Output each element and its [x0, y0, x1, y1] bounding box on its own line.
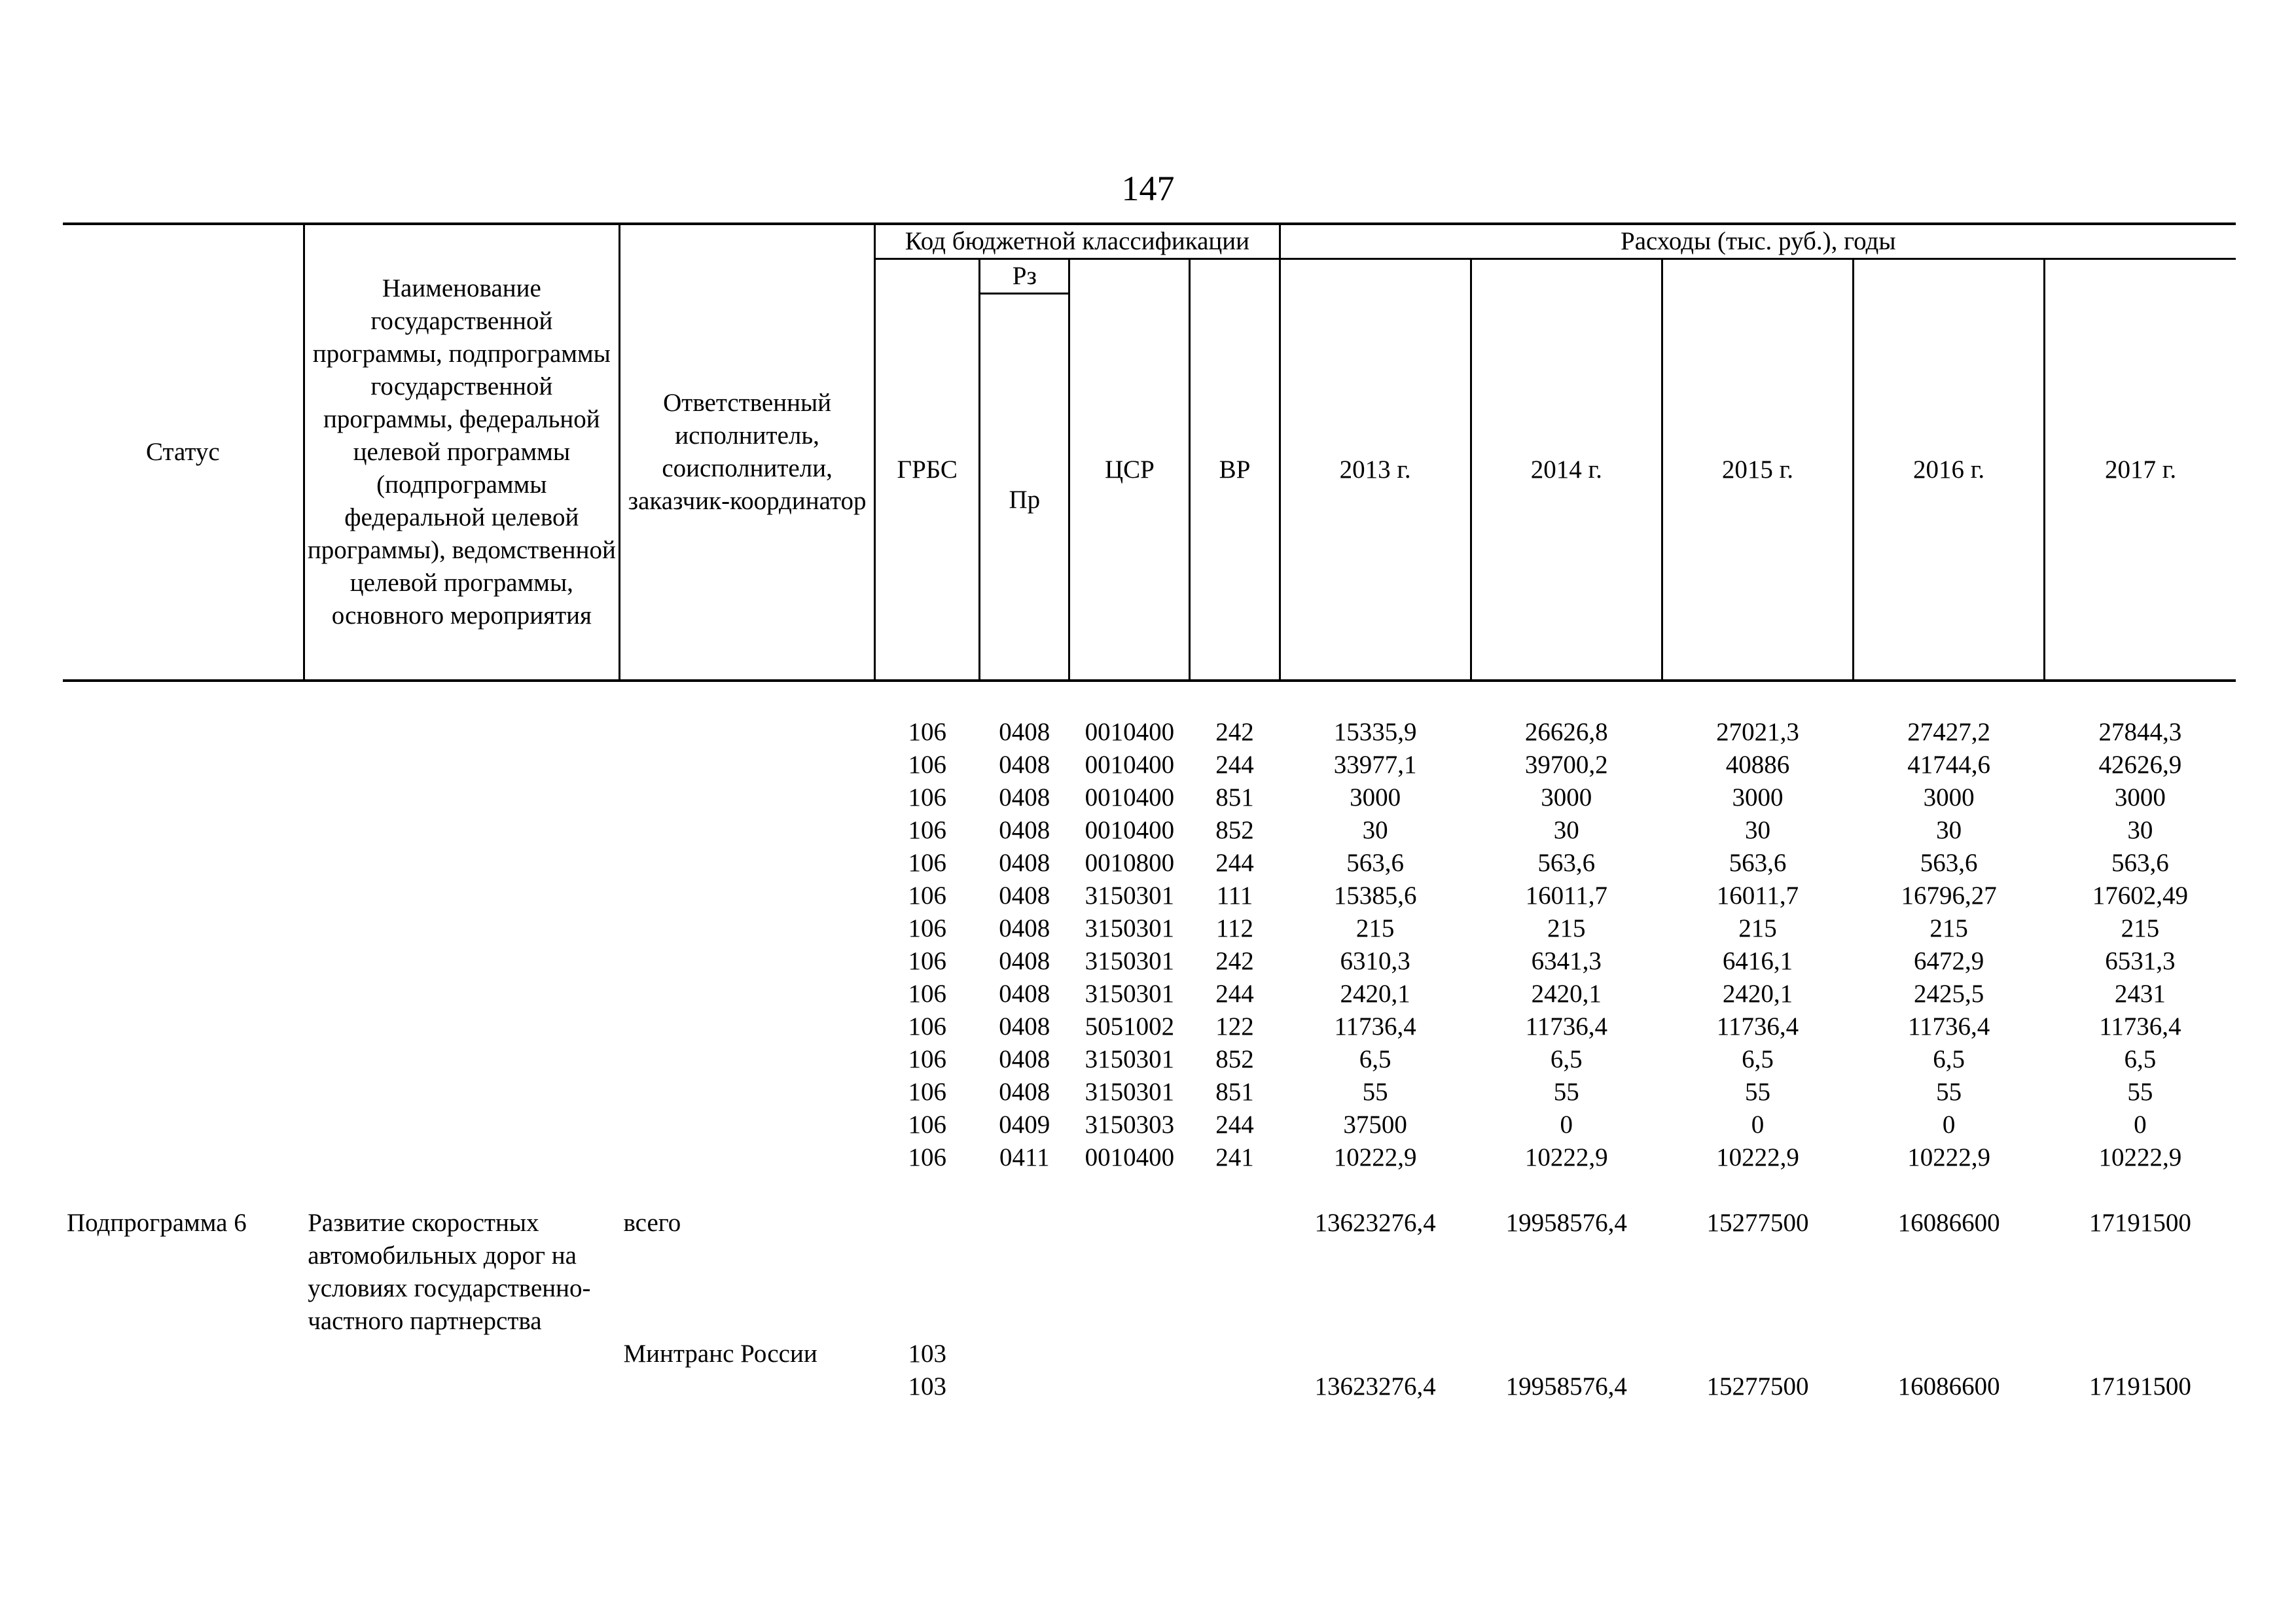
vr-cell: 242 — [1215, 947, 1254, 975]
table-header — [63, 224, 2236, 681]
grbs-cell: 106 — [908, 882, 946, 910]
header-grbs: ГРБС — [875, 259, 980, 681]
status-cell — [63, 1043, 304, 1076]
year-value-cell: 2425,5 — [1913, 980, 1984, 1008]
rzpr-cell: 0411 — [999, 1143, 1050, 1171]
year-value-cell: 16011,7 — [1716, 882, 1799, 910]
year-value-cell: 563,6 — [2111, 849, 2169, 877]
name-cell — [304, 1370, 619, 1403]
year-value-cell: 563,6 — [1920, 849, 1978, 877]
responsible-cell — [619, 880, 874, 912]
csr-cell: 0010400 — [1085, 718, 1175, 746]
rzpr-cell: 0408 — [999, 718, 1050, 746]
year-value-cell: 16011,7 — [1525, 882, 1607, 910]
year-value-cell: 215 — [1547, 914, 1586, 942]
table-row — [63, 781, 2236, 814]
subprogram-total-value: 16086600 — [1897, 1209, 2000, 1237]
rzpr-cell: 0408 — [999, 980, 1050, 1008]
csr-cell: 3150303 — [1085, 1111, 1175, 1139]
vr-cell: 244 — [1215, 751, 1254, 779]
csr-cell: 3150301 — [1085, 947, 1175, 975]
year-value-cell: 6472,9 — [1913, 947, 1984, 975]
grbs-cell: 106 — [908, 914, 946, 942]
name-cell — [304, 945, 619, 978]
status-cell — [63, 847, 304, 880]
year-value-cell: 10222,9 — [1524, 1143, 1608, 1171]
year-value-cell: 563,6 — [1537, 849, 1596, 877]
vr-cell: 244 — [1215, 849, 1254, 877]
csr-cell: 3150301 — [1085, 882, 1175, 910]
rzpr-cell: 0408 — [999, 882, 1050, 910]
status-cell — [63, 814, 304, 847]
year-value-cell: 17602,49 — [2092, 882, 2188, 910]
year-value-cell: 2431 — [2114, 980, 2166, 1008]
table-row — [63, 847, 2236, 880]
responsible-cell — [619, 1370, 874, 1403]
year-value-cell: 39700,2 — [1524, 751, 1608, 779]
vr-cell: 851 — [1215, 1078, 1254, 1106]
table-row — [63, 978, 2236, 1010]
year-value-cell: 42626,9 — [2098, 751, 2182, 779]
responsible-cell — [619, 1109, 874, 1141]
empty-code-cell — [1190, 1207, 1280, 1338]
table-row — [63, 1010, 2236, 1043]
year-value-cell: 215 — [1738, 914, 1777, 942]
responsible-cell — [619, 912, 874, 945]
header-name: Наименование государственной программы, подпрограммы государственной программы, федеральной целевой программы (подпрограммы федеральной целевой программы), ведомственной целевой программы, основного мероприятия — [304, 224, 619, 681]
year-value-cell: 11736,4 — [1525, 1012, 1607, 1041]
csr-cell: 3150301 — [1085, 1078, 1175, 1106]
table-row — [63, 1043, 2236, 1076]
empty-cell — [1471, 1338, 1662, 1370]
csr-cell: 0010400 — [1085, 1143, 1175, 1171]
year-value-cell: 0 — [1942, 1111, 1956, 1139]
header-vr: ВР — [1190, 259, 1280, 681]
empty-code-cell — [1190, 1370, 1280, 1403]
subprogram-total-value: 13623276,4 — [1314, 1209, 1436, 1237]
rzpr-cell: 0409 — [999, 1111, 1050, 1139]
header-status: Статус — [63, 224, 304, 681]
year-value-cell: 3000 — [1923, 783, 1975, 812]
year-value-cell: 55 — [1936, 1078, 1962, 1106]
rzpr-cell: 0408 — [999, 1012, 1050, 1041]
year-value-cell: 10222,9 — [2098, 1143, 2182, 1171]
subprogram-status: Подпрограмма 6 — [67, 1209, 247, 1237]
table-row — [63, 1141, 2236, 1174]
rzpr-cell: 0408 — [999, 1045, 1050, 1073]
csr-cell: 0010400 — [1085, 816, 1175, 844]
page-number: 147 — [1121, 169, 1175, 208]
table-row — [63, 880, 2236, 912]
name-cell — [304, 814, 619, 847]
header-csr: ЦСР — [1069, 259, 1190, 681]
header-rz: Рз — [980, 259, 1069, 294]
vr-cell: 244 — [1215, 1111, 1254, 1139]
empty-cell — [980, 1338, 1069, 1370]
year-value-cell: 215 — [1929, 914, 1968, 942]
table-row — [63, 1076, 2236, 1109]
rzpr-cell: 0408 — [999, 1078, 1050, 1106]
header-year-2015: 2015 г. — [1662, 259, 1853, 681]
year-value-cell: 37500 — [1343, 1111, 1407, 1139]
year-value-cell: 16086600 — [1897, 1372, 2000, 1400]
year-value-cell: 27021,3 — [1716, 718, 1799, 746]
year-value-cell: 6,5 — [1742, 1045, 1774, 1073]
year-value-cell: 11736,4 — [1334, 1012, 1416, 1041]
year-value-cell: 11736,4 — [1907, 1012, 1990, 1041]
status-cell — [63, 978, 304, 1010]
empty-code-cell — [1069, 1207, 1190, 1338]
year-value-cell: 6,5 — [1933, 1045, 1965, 1073]
csr-cell: 0010400 — [1085, 783, 1175, 812]
responsible-cell — [619, 749, 874, 781]
grbs-cell: 103 — [908, 1372, 946, 1400]
name-cell — [304, 716, 619, 749]
header-budget-code: Код бюджетной классификации — [875, 224, 1280, 259]
grbs-cell: 106 — [908, 718, 946, 746]
empty-cell — [2045, 1338, 2236, 1370]
rzpr-cell: 0408 — [999, 783, 1050, 812]
name-cell — [304, 1076, 619, 1109]
responsible-cell — [619, 1043, 874, 1076]
grbs-cell: 106 — [908, 1111, 946, 1139]
grbs-cell: 106 — [908, 751, 946, 779]
subprogram-total-label: всего — [623, 1209, 681, 1237]
year-value-cell: 11736,4 — [1716, 1012, 1799, 1041]
empty-code-cell — [980, 1207, 1069, 1338]
year-value-cell: 11736,4 — [2099, 1012, 2181, 1041]
header-year-2014: 2014 г. — [1471, 259, 1662, 681]
year-value-cell: 0 — [1751, 1111, 1765, 1139]
status-cell — [63, 1370, 304, 1403]
empty-cell — [1190, 1338, 1280, 1370]
year-value-cell: 0 — [1560, 1111, 1573, 1139]
year-value-cell: 41744,6 — [1907, 751, 1990, 779]
year-value-cell: 30 — [2127, 816, 2153, 844]
vr-cell: 111 — [1216, 882, 1253, 910]
year-value-cell: 27427,2 — [1907, 718, 1990, 746]
year-value-cell: 19958576,4 — [1505, 1372, 1627, 1400]
year-value-cell: 6531,3 — [2105, 947, 2176, 975]
grbs-cell: 106 — [908, 1143, 946, 1171]
csr-cell: 0010400 — [1085, 751, 1175, 779]
table-body — [63, 681, 2236, 1403]
rzpr-cell: 0408 — [999, 849, 1050, 877]
year-value-cell: 3000 — [1732, 783, 1784, 812]
vr-cell: 851 — [1215, 783, 1254, 812]
year-value-cell: 3000 — [1541, 783, 1592, 812]
grbs-cell: 106 — [908, 1045, 946, 1073]
year-value-cell: 215 — [1355, 914, 1395, 942]
name-cell — [304, 1043, 619, 1076]
year-value-cell: 6,5 — [2124, 1045, 2157, 1073]
year-value-cell: 13623276,4 — [1314, 1372, 1436, 1400]
ministry-name: Минтранс России — [623, 1340, 817, 1368]
csr-cell: 3150301 — [1085, 1045, 1175, 1073]
header-responsible: Ответственный исполнитель, соисполнители, заказчик-координатор — [619, 224, 874, 681]
responsible-cell — [619, 1141, 874, 1174]
vr-cell: 852 — [1215, 816, 1254, 844]
status-cell — [63, 1076, 304, 1109]
responsible-cell — [619, 1010, 874, 1043]
name-cell — [304, 1338, 619, 1370]
subprogram-name: Развитие скоростных автомобильных дорог на условиях государственно-частного партнерства — [308, 1209, 591, 1335]
year-value-cell: 30 — [1744, 816, 1770, 844]
header-pr: Пр — [980, 294, 1069, 681]
rzpr-cell: 0408 — [999, 914, 1050, 942]
year-value-cell: 563,6 — [1346, 849, 1405, 877]
name-cell — [304, 1141, 619, 1174]
year-value-cell: 6341,3 — [1531, 947, 1602, 975]
year-value-cell: 30 — [1553, 816, 1579, 844]
year-value-cell: 27844,3 — [2098, 718, 2182, 746]
responsible-cell — [619, 978, 874, 1010]
year-value-cell: 15385,6 — [1333, 882, 1417, 910]
status-cell — [63, 880, 304, 912]
csr-cell: 3150301 — [1085, 980, 1175, 1008]
year-value-cell: 563,6 — [1729, 849, 1787, 877]
year-value-cell: 16796,27 — [1901, 882, 1997, 910]
budget-table — [63, 223, 2236, 1403]
csr-cell: 3150301 — [1085, 914, 1175, 942]
ministry-row — [63, 1338, 2236, 1370]
header-year-2013: 2013 г. — [1280, 259, 1471, 681]
status-cell — [63, 716, 304, 749]
year-value-cell: 3000 — [2114, 783, 2166, 812]
header-year-2017: 2017 г. — [2045, 259, 2236, 681]
vr-cell: 242 — [1215, 718, 1254, 746]
status-cell — [63, 1010, 304, 1043]
year-value-cell: 30 — [1362, 816, 1388, 844]
year-value-cell: 55 — [1553, 1078, 1579, 1106]
year-value-cell: 3000 — [1350, 783, 1401, 812]
name-cell — [304, 781, 619, 814]
csr-cell: 0010800 — [1085, 849, 1175, 877]
rzpr-cell: 0408 — [999, 751, 1050, 779]
responsible-cell — [619, 781, 874, 814]
status-cell — [63, 1141, 304, 1174]
name-cell — [304, 749, 619, 781]
year-value-cell: 55 — [1362, 1078, 1388, 1106]
vr-cell: 244 — [1215, 980, 1254, 1008]
subprogram-total-row — [63, 1207, 2236, 1338]
year-value-cell: 6,5 — [1550, 1045, 1583, 1073]
name-cell — [304, 912, 619, 945]
year-value-cell: 55 — [1744, 1078, 1770, 1106]
year-value-cell: 26626,8 — [1524, 718, 1608, 746]
table-row — [63, 912, 2236, 945]
empty-cell — [1854, 1338, 2045, 1370]
status-cell — [63, 1338, 304, 1370]
grbs-cell: 106 — [908, 1012, 946, 1041]
table-row — [63, 716, 2236, 749]
year-value-cell: 33977,1 — [1333, 751, 1417, 779]
rzpr-cell: 0408 — [999, 947, 1050, 975]
subprogram-total-value: 15277500 — [1706, 1209, 1809, 1237]
year-value-cell: 40886 — [1725, 751, 1790, 779]
subprogram-total-value: 19958576,4 — [1505, 1209, 1627, 1237]
grbs-cell: 106 — [908, 980, 946, 1008]
year-value-cell: 2420,1 — [1722, 980, 1793, 1008]
table-row — [63, 1370, 2236, 1403]
year-value-cell: 55 — [2127, 1078, 2153, 1106]
name-cell — [304, 1010, 619, 1043]
year-value-cell: 10222,9 — [1333, 1143, 1417, 1171]
empty-cell — [1069, 1338, 1190, 1370]
subprogram-total-value: 17191500 — [2089, 1209, 2191, 1237]
year-value-cell: 2420,1 — [1340, 980, 1410, 1008]
grbs-cell: 106 — [908, 783, 946, 812]
status-cell — [63, 945, 304, 978]
responsible-cell — [619, 1076, 874, 1109]
name-cell — [304, 1109, 619, 1141]
table-row — [63, 814, 2236, 847]
table-row — [63, 749, 2236, 781]
year-value-cell: 0 — [2134, 1111, 2147, 1139]
year-value-cell: 2420,1 — [1531, 980, 1602, 1008]
year-value-cell: 10222,9 — [1716, 1143, 1799, 1171]
grbs-cell: 106 — [908, 849, 946, 877]
table-row — [63, 945, 2236, 978]
responsible-cell — [619, 814, 874, 847]
grbs-cell: 106 — [908, 947, 946, 975]
empty-cell — [1280, 1338, 1471, 1370]
year-value-cell: 15335,9 — [1333, 718, 1417, 746]
vr-cell: 852 — [1215, 1045, 1254, 1073]
responsible-cell — [619, 945, 874, 978]
empty-code-cell — [875, 1207, 980, 1338]
header-expenses: Расходы (тыс. руб.), годы — [1280, 224, 2236, 259]
grbs-cell: 106 — [908, 816, 946, 844]
empty-code-cell — [980, 1370, 1069, 1403]
year-value-cell: 10222,9 — [1907, 1143, 1990, 1171]
vr-cell: 241 — [1215, 1143, 1254, 1171]
year-value-cell: 6,5 — [1359, 1045, 1391, 1073]
table-row — [63, 1109, 2236, 1141]
status-cell — [63, 781, 304, 814]
grbs-cell: 106 — [908, 1078, 946, 1106]
vr-cell: 122 — [1215, 1012, 1254, 1041]
responsible-cell — [619, 847, 874, 880]
year-value-cell: 6310,3 — [1340, 947, 1410, 975]
name-cell — [304, 880, 619, 912]
header-year-2016: 2016 г. — [1854, 259, 2045, 681]
year-value-cell: 17191500 — [2089, 1372, 2191, 1400]
name-cell — [304, 978, 619, 1010]
year-value-cell: 15277500 — [1706, 1372, 1809, 1400]
csr-cell: 5051002 — [1085, 1012, 1175, 1041]
rzpr-cell: 0408 — [999, 816, 1050, 844]
empty-code-cell — [1069, 1370, 1190, 1403]
year-value-cell: 6416,1 — [1722, 947, 1793, 975]
responsible-cell — [619, 716, 874, 749]
ministry-grbs: 103 — [908, 1340, 946, 1368]
name-cell — [304, 847, 619, 880]
empty-cell — [1662, 1338, 1853, 1370]
vr-cell: 112 — [1215, 914, 1254, 942]
status-cell — [63, 749, 304, 781]
year-value-cell: 30 — [1936, 816, 1962, 844]
year-value-cell: 215 — [2121, 914, 2160, 942]
status-cell — [63, 912, 304, 945]
status-cell — [63, 1109, 304, 1141]
